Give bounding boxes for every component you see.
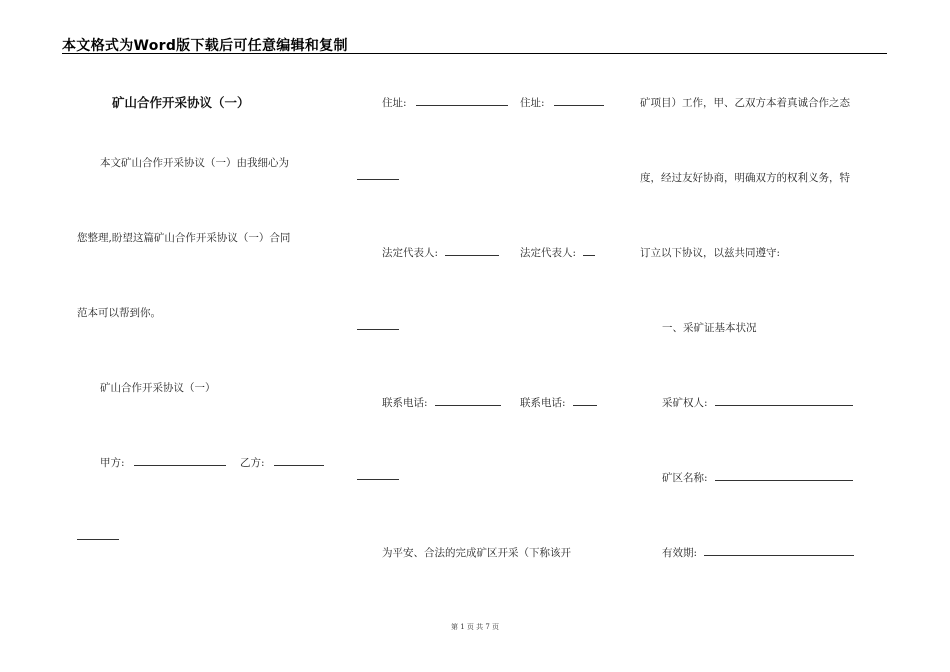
miner-label: 采矿权人: [662,397,708,409]
address-b-field [520,95,604,110]
miner-blank [715,396,853,406]
area-name-blank [715,471,853,481]
document-title: 矿山合作开采协议（一） [112,95,250,110]
party-a-label: 甲方: [100,457,125,469]
representative-a-blank [445,246,499,256]
representative-b-field [520,245,595,260]
validity-field [662,545,854,560]
blank-line [357,329,399,330]
party-a-blank [134,456,226,466]
phone-a-label: 联系电话: [382,397,428,409]
area-name-label: 矿区名称: [662,472,708,484]
party-b-field [240,455,324,470]
intro-line-2: 您整理,盼望这篇矿山合作开采协议（一）合同 [77,232,291,244]
document-header-title: 本文格式为Word版下载后可任意编辑和复制 [62,38,348,54]
address-a-field [382,95,508,110]
representative-a-field [382,245,499,260]
col3-line-1: 矿项目）工作，甲、乙双方本着真诚合作之态 [640,97,850,109]
blank-line [357,179,399,180]
representative-b-label: 法定代表人: [520,247,577,259]
phone-a-field [382,395,501,410]
phone-b-label: 联系电话: [520,397,566,409]
col3-line-3: 订立以下协议，以兹共同遵守: [640,247,781,259]
representative-a-label: 法定代表人: [382,247,439,259]
representative-b-blank [583,246,595,256]
address-b-blank [554,96,604,106]
address-a-blank [416,96,508,106]
phone-a-blank [435,396,501,406]
phone-b-field [520,395,597,410]
miner-field [662,395,853,410]
purpose-line: 为平安、合法的完成矿区开采（下称该开 [382,547,571,559]
address-b-label: 住址: [520,97,545,109]
blank-line [77,539,119,540]
agreement-subtitle: 矿山合作开采协议（一） [100,382,216,394]
section-heading: 一、采矿证基本状况 [662,322,757,334]
col3-line-2: 度，经过友好协商，明确双方的权利义务，特 [640,172,850,184]
header-rule [62,53,887,54]
page-number: 第 1 页 共 7 页 [450,623,500,631]
validity-label: 有效期: [662,547,698,559]
area-name-field [662,470,853,485]
address-a-label: 住址: [382,97,407,109]
party-b-blank [274,456,324,466]
blank-line [357,479,399,480]
party-a-field [100,455,226,470]
phone-b-blank [573,396,597,406]
validity-blank [704,546,854,556]
intro-line-3: 范本可以帮到你。 [77,307,161,319]
party-b-label: 乙方: [240,457,265,469]
intro-line-1: 本文矿山合作开采协议（一）由我细心为 [100,157,289,169]
